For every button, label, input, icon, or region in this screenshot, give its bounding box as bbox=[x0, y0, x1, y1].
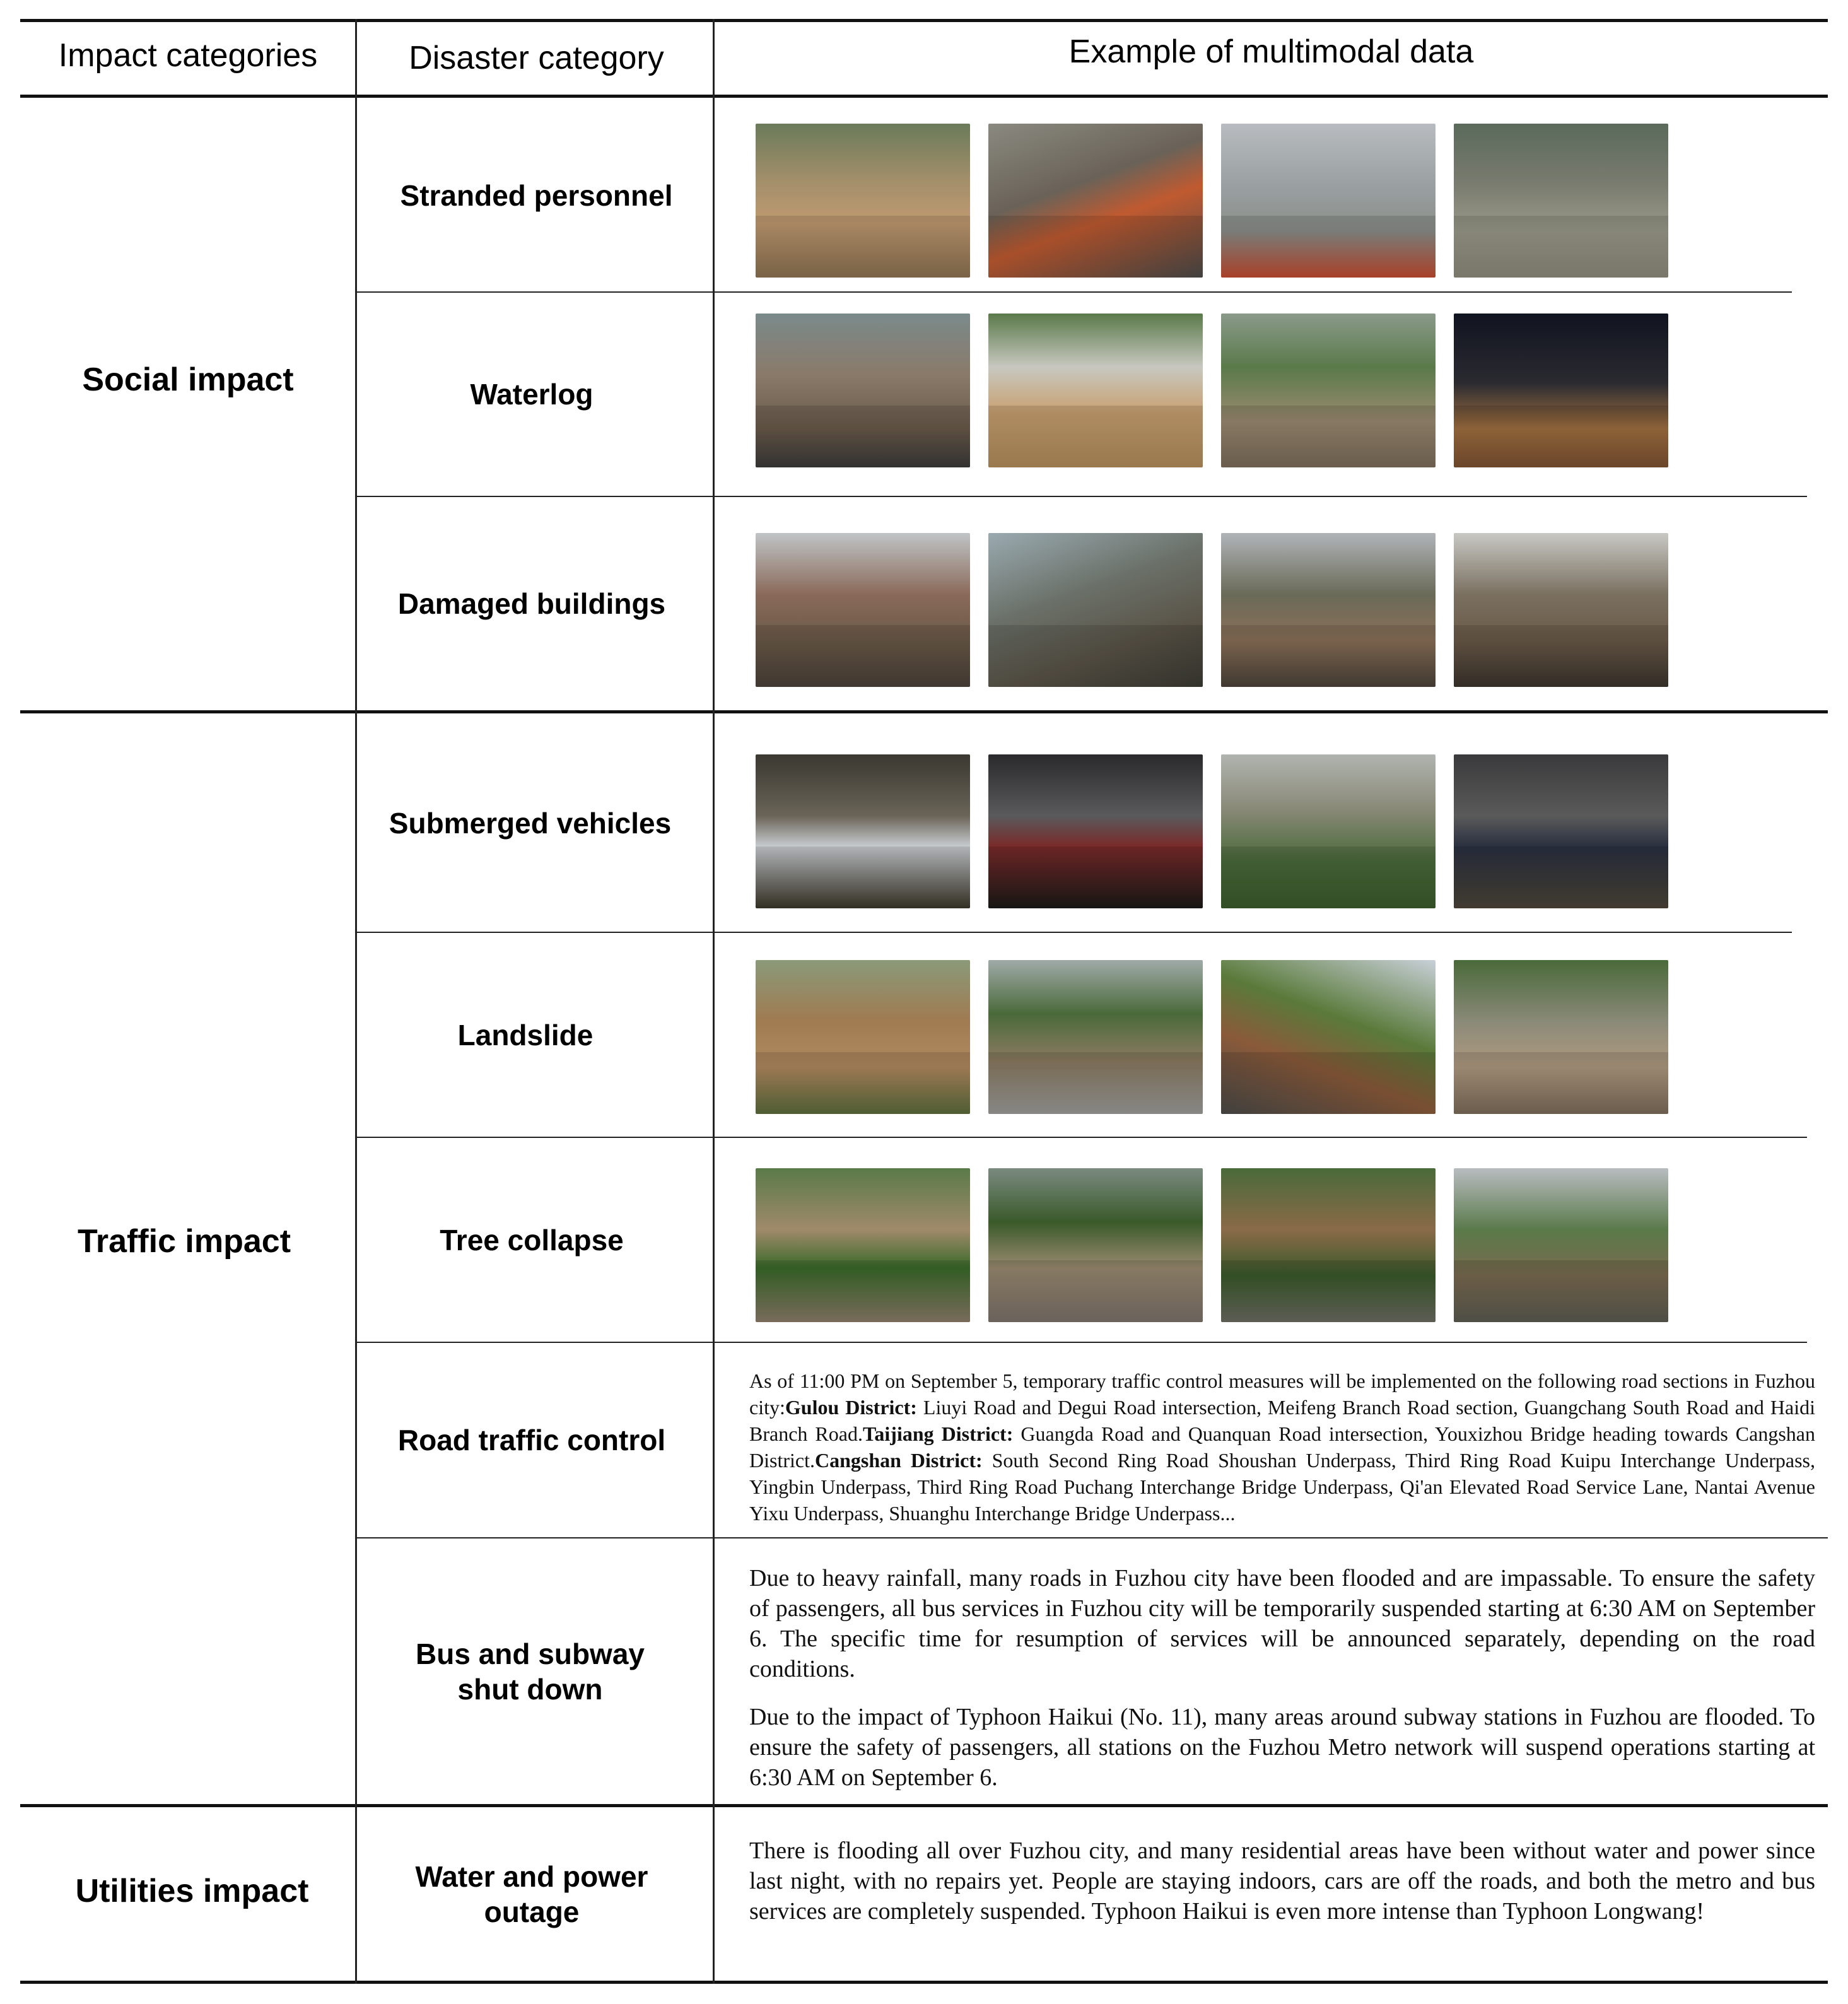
photo bbox=[1221, 313, 1436, 467]
header-bottom-rule bbox=[20, 95, 1828, 98]
category-label-line2: shut down bbox=[457, 1672, 603, 1706]
photo bbox=[1221, 533, 1436, 687]
category-label: Damaged buildings bbox=[397, 587, 666, 620]
photo bbox=[988, 1168, 1203, 1322]
photo bbox=[756, 1168, 970, 1322]
column-divider-1 bbox=[355, 19, 357, 1984]
photo bbox=[988, 754, 1203, 908]
photo bbox=[988, 960, 1203, 1114]
district-label-taijiang: Taijiang District: bbox=[862, 1422, 1014, 1445]
table-top-rule bbox=[20, 19, 1828, 22]
category-label: Road traffic control bbox=[397, 1424, 666, 1456]
category-label-line2: outage bbox=[484, 1895, 580, 1928]
category-waterlog bbox=[358, 293, 705, 496]
district-label-cangshan: Cangshan District: bbox=[814, 1449, 983, 1472]
taijiang-roads: Guangda Road and Quanquan Road intersection, Youxizhou Bridge heading towards Cangshan District. bbox=[749, 1422, 1816, 1472]
category-bus-subway-shutdown bbox=[358, 1538, 702, 1804]
road-traffic-control-paragraph bbox=[749, 1368, 1815, 1526]
category-label: Waterlog bbox=[470, 378, 594, 411]
category-water-power-outage bbox=[358, 1807, 705, 1981]
photo bbox=[1221, 124, 1436, 278]
photo bbox=[988, 313, 1203, 467]
category-road-traffic-control bbox=[358, 1343, 705, 1537]
category-label: Tree collapse bbox=[440, 1223, 624, 1257]
table-bottom-rule bbox=[20, 1981, 1828, 1984]
photo bbox=[1454, 313, 1668, 467]
gulou-roads: Liuyi Road and Degui Road intersection, Meifeng Branch Road section, Guangchang South Road and Haidi Branch Road. bbox=[749, 1396, 1816, 1445]
row-divider bbox=[715, 1537, 1828, 1538]
impact-social: Social impact bbox=[82, 361, 294, 398]
category-label-line1: Bus and subway bbox=[416, 1637, 645, 1670]
row-divider bbox=[715, 496, 1807, 497]
photo bbox=[756, 313, 970, 467]
category-label: Stranded personnel bbox=[400, 179, 673, 212]
category-label: Landslide bbox=[457, 1018, 594, 1052]
road-control-intro: As of 11:00 PM on September 5, temporary traffic control measures will be implemented on the following road sections in Fuzhou city: bbox=[749, 1369, 1815, 1419]
header-disaster-category: Disaster category bbox=[409, 40, 664, 76]
photo-row-damaged-buildings bbox=[756, 533, 1668, 691]
row-divider bbox=[715, 932, 1792, 933]
impact-utilities: Utilities impact bbox=[75, 1873, 309, 1909]
road-traffic-control-text bbox=[749, 1368, 1815, 1526]
photo-row-stranded-personnel bbox=[756, 124, 1668, 281]
photo-row-waterlog bbox=[756, 313, 1668, 471]
category-submerged-vehicles bbox=[358, 715, 702, 932]
category-tree-collapse bbox=[358, 1138, 705, 1342]
photo bbox=[1454, 960, 1668, 1114]
impact-traffic: Traffic impact bbox=[77, 1223, 291, 1260]
photo bbox=[1221, 1168, 1436, 1322]
category-damaged-buildings bbox=[358, 497, 705, 710]
category-landslide bbox=[358, 933, 693, 1137]
category-label: Submerged vehicles bbox=[389, 807, 672, 840]
photo-row-landslide bbox=[756, 960, 1668, 1118]
photo bbox=[756, 533, 970, 687]
column-divider-2 bbox=[713, 19, 715, 1984]
photo bbox=[756, 124, 970, 278]
district-label-gulou: Gulou District: bbox=[785, 1396, 917, 1419]
photo-row-tree-collapse bbox=[756, 1168, 1668, 1326]
row-divider bbox=[715, 291, 1792, 293]
category-label-line1: Water and power bbox=[415, 1860, 648, 1893]
row-divider bbox=[715, 1137, 1807, 1138]
metro-suspension-paragraph: Due to the impact of Typhoon Haikui (No. 11), many areas around subway stations in Fuzhou are flooded. To ensure the safety of passengers, all stations on the Fuzhou Metro network will suspend operations starting at 6:30 AM on September 6. bbox=[749, 1704, 1815, 1791]
cangshan-roads: South Second Ring Road Shoushan Underpass, Third Ring Road Kuipu Interchange Underpass, Yingbin Underpass, Third Ring Road Puchang Interchange Bridge Underpass, Qi'an Elevated Road Service Lane, Nantai Avenue Yixu Underpass, Shuanghu Interchange Bridge Underpass... bbox=[749, 1449, 1816, 1525]
bus-subway-text bbox=[749, 1563, 1815, 1793]
photo bbox=[1454, 533, 1668, 687]
header-impact-categories: Impact categories bbox=[58, 37, 318, 74]
category-stranded-personnel bbox=[358, 99, 715, 291]
photo bbox=[1454, 1168, 1668, 1322]
photo bbox=[1221, 754, 1436, 908]
photo bbox=[988, 124, 1203, 278]
section-rule-social-traffic bbox=[20, 710, 1828, 713]
photo bbox=[1221, 960, 1436, 1114]
row-divider bbox=[715, 1342, 1807, 1343]
photo-row-submerged-vehicles bbox=[756, 754, 1668, 912]
photo bbox=[756, 754, 970, 908]
photo bbox=[1454, 124, 1668, 278]
photo bbox=[1454, 754, 1668, 908]
photo bbox=[756, 960, 970, 1114]
water-power-outage-text bbox=[749, 1836, 1815, 1926]
water-power-paragraph: There is flooding all over Fuzhou city, and many residential areas have been without water and power since last night, with no repairs yet. People are staying indoors, cars are off the roads, and both the metro and bus services are completely suspended. Typhoon Haikui is even more intense than Typhoon Longwang! bbox=[749, 1837, 1815, 1925]
bus-suspension-paragraph: Due to heavy rainfall, many roads in Fuzhou city have been flooded and are impassable. To ensure the safety of passengers, all bus services in Fuzhou city will be temporarily suspended starting at 6:30 AM on September 6. The specific time for resumption of services will be announced separately, depending on the road conditions. bbox=[749, 1565, 1815, 1682]
header-example-data: Example of multimodal data bbox=[1068, 33, 1474, 70]
section-rule-traffic-utilities bbox=[20, 1804, 1828, 1807]
photo bbox=[988, 533, 1203, 687]
